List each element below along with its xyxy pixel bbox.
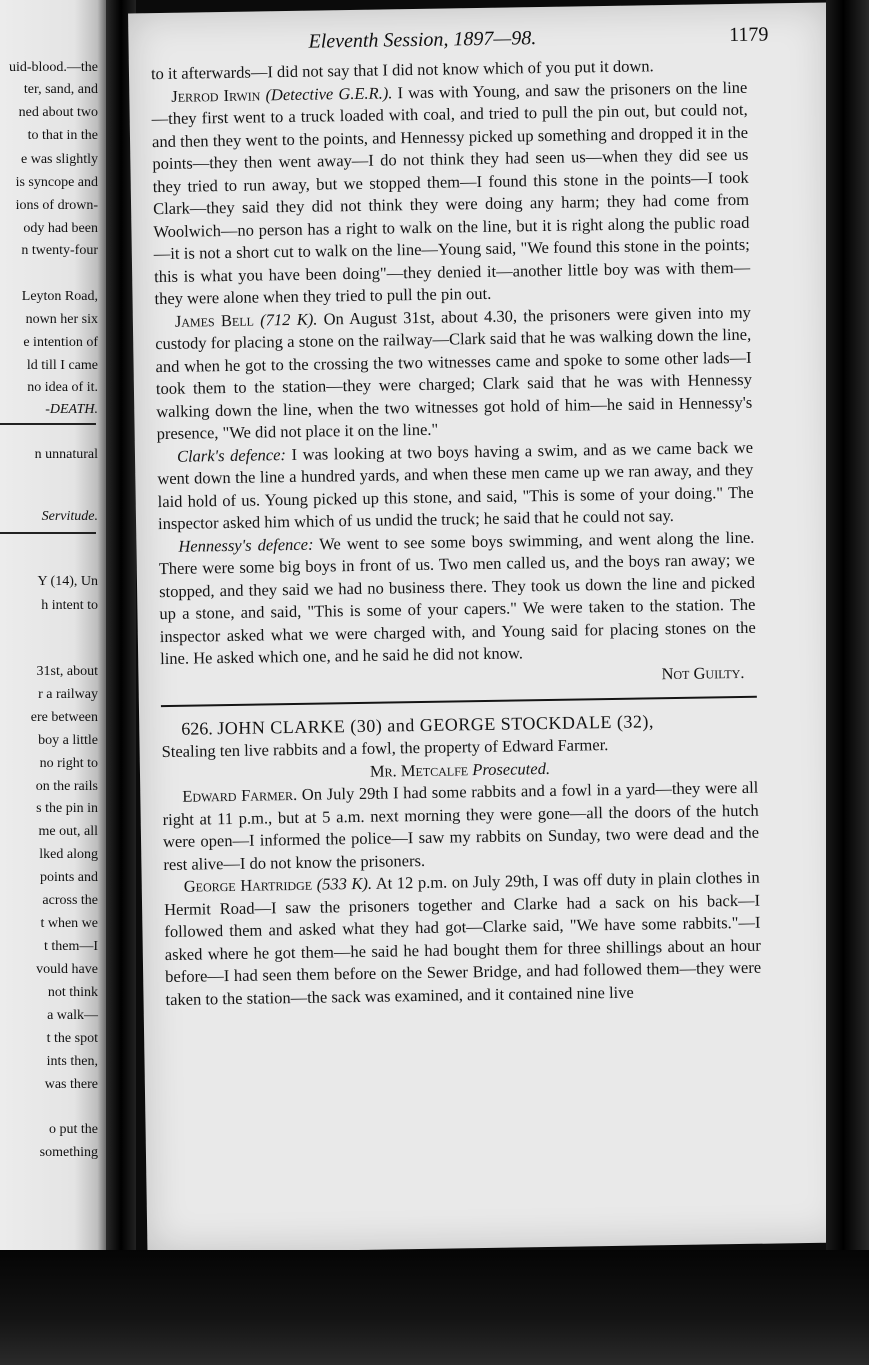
paragraph-irwin-testimony [151,76,750,310]
witness-name: George Hartridge [183,874,313,896]
testimony-text: On July 29th I had some rabbits and a fowl in a yard—they were all right at 11 p.m., but at 5 a.m. next morning they were gone—all the doors of the hutch were open—I informed the police—I saw my rabbits on Sunday, two were dead and the rest alive—I do not know the prisoners. [162,777,760,874]
left-page-line: ody had been [23,221,98,236]
left-page-line: was there [44,1077,98,1092]
paragraph-clark-defence [157,436,754,535]
left-page-line: t the spot [46,1031,98,1046]
testimony-text: I was with Young, and saw the prisoners on the line—they first went to a truck loaded with coal, and tried to pull the pin out, but could not, and then they went to the points, and Hennessy picked up something and dropped it in the points—they then went away—I do not think they had seen us—when they did see us they tried to run away, but we stopped them—I found this stone in the points—I took Clark—they said they did not think they were doing any harm; they had come from Woolwich—no person has a right to walk on the line, but it is right along the public road—it is not a short cut to walk on the line—Young said, "We found this stone in the points; this is what you have been doing"—they denied it—another little boy was with them—they were alone when they tried to pull the pin out. [151,77,751,309]
paragraph-continuation: to it afterwards—I did not say that I did not know which of you put it down. [150,56,654,84]
left-page-line: o put the [49,1122,98,1137]
defence-text: I was looking at two boys having a swim, and as we came back we went down the line a hundred yards, and when these men came up we ran away, and they laid hold of us. Young picked up this stone, and said, "This is some of your doing." The inspector asked him which of us undid the truck; he said that he could not say. [157,437,754,534]
left-page-line: points and [40,870,98,885]
page-header [128,23,768,57]
left-page-line: t them—I [43,939,98,954]
witness-role: (533 K). [316,873,373,894]
left-page-line: Leyton Road, [21,289,98,304]
left-page-line: ned about two [18,105,98,120]
right-page [128,3,847,1254]
witness-role: (712 K). [260,309,318,329]
left-page-line: ld till I came [26,358,98,373]
scan-background [0,1250,869,1365]
left-page-line: not think [47,985,98,1000]
left-page-line: t when we [40,916,98,931]
left-page-line: 31st, about [36,664,98,679]
testimony-text: At 12 p.m. on July 29th, I was off duty in plain clothes in Hermit Road—I saw the prisoners together and Clarke had a sack on his back—I followed them and asked what they had got—Clarke said, "We have some rabbits."—I asked where he got them—he said he had bought them for three shillings about an hour before—I had seen them before on the Sewer Bridge, and had followed them—they were taken to the station—the sack was examined, and it contained nine live [163,867,762,1009]
left-page-line: ter, sand, and [23,82,98,97]
left-page-line: s the pin in [36,801,98,816]
paragraph-hartridge-testimony [164,867,762,1011]
left-page-line: Y (14), Un [37,574,98,589]
defence-label: Hennessy's defence: [178,534,314,556]
left-page-line: lked along [39,847,98,862]
defence-label: Clark's defence: [176,444,287,466]
paragraph-bell-testimony [155,301,753,445]
left-page-rule [0,532,96,534]
left-page-line: r a railway [38,687,98,702]
prosecutor-name: Mr. Metcalfe [369,759,469,781]
case-number: 626. [181,718,213,739]
defence-text: We went to see some boys swimming, and went along the line. There were some big boys in front of us. Two men called us, and the boys ran away; we stopped, and they said we had no business there. They took us down the line and picked up a stone, and said, "This is some of your capers." We were taken to the station. The inspector asked what we were charged with, and Young said for placing stones on the line. He asked which one, and he said he did not know. [158,527,756,669]
left-page-line: nown her six [25,312,98,327]
paragraph-farmer-testimony [162,777,759,876]
left-page-line: across the [42,893,98,908]
left-page-line: -DEATH. [45,402,98,417]
left-page-line: a walk— [47,1008,98,1023]
left-page-line: boy a little [38,733,98,748]
right-page-edge [826,0,869,1365]
witness-role: (Detective G.E.R.). [265,82,393,104]
left-page-line: to that in the [27,128,98,143]
left-page-line: n twenty-four [21,243,98,258]
left-page-line: e intention of [23,335,98,350]
left-page-line: on the rails [35,779,98,794]
verdict: Not Guilty. [661,662,745,683]
page-body [151,54,762,1011]
left-page-line: h intent to [41,598,98,613]
left-page-line: n unnatural [34,447,98,462]
left-page-line: something [39,1145,98,1160]
left-page-line: is syncope and [15,175,98,190]
left-page-fragment [0,0,106,1250]
defendant-names: JOHN CLARKE (30) and GEORGE STOCKDALE (32), [217,711,655,739]
running-title: Eleventh Session, 1897—98. [308,27,537,53]
left-page-line: ere between [30,710,98,725]
left-page-rule [0,423,96,425]
left-page-line: me out, all [38,824,98,839]
case-charge: Stealing ten live rabbits and a fowl, the property of Edward Farmer. [161,735,609,762]
witness-name: James Bell [174,310,255,331]
left-page-line: ints then, [46,1054,98,1069]
left-page-line: e was slightly [21,152,98,167]
witness-name: Jerrod Irwin [171,84,261,106]
case-divider [161,696,757,707]
left-page-line: uid-blood.—the [8,60,98,75]
left-page-line: no right to [39,756,98,771]
paragraph-hennessy-defence [158,526,756,670]
left-page-line: ions of drown- [15,198,98,213]
prosecutor-label: Prosecuted. [472,758,551,779]
testimony-text: On August 31st, about 4.30, the prisoners were given into my custody for placing a stone on the railway—Clark said that he was walking down the line, and when he got to the crossing the two witnesses came and spoke to some other lads—I took them to the station—they were charged; Clark said that he was with Hennessy walking down the line, when the two witnesses got hold of him—he said in Hennessy's presence, "We did not place it on the line." [155,302,753,444]
page-number: 1179 [729,23,769,47]
left-page-line: no idea of it. [27,380,98,395]
left-page-line: vould have [36,962,98,977]
left-page-line: Servitude. [41,509,98,524]
witness-name: Edward Farmer. [182,784,298,806]
